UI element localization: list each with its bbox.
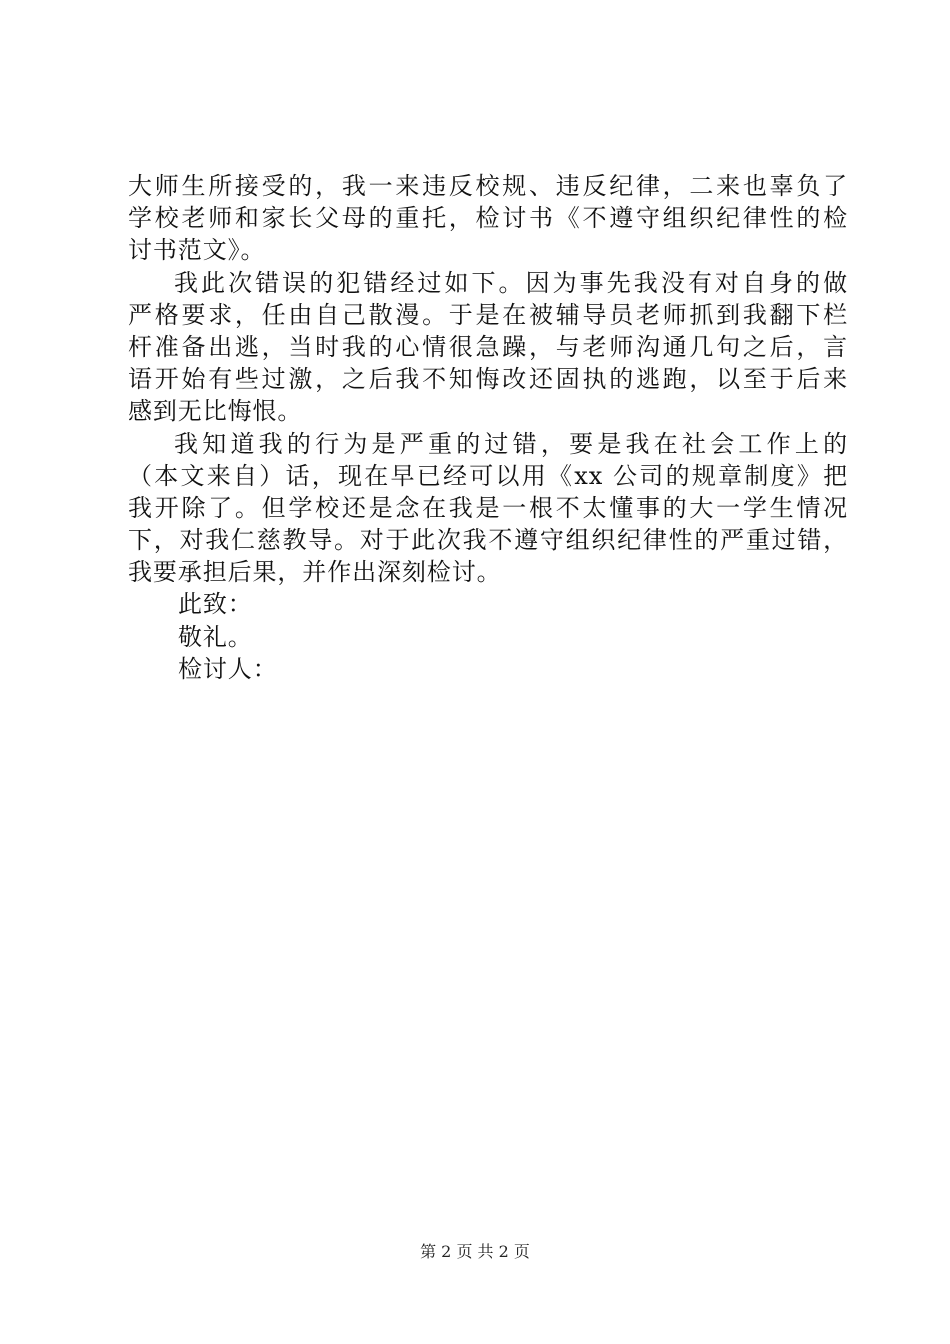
- paragraph-3-line-5: 我要承担后果，并作出深刻检讨。: [128, 558, 502, 587]
- letter-body: [128, 170, 848, 685]
- paragraph-2-line-2: 严格要求，任由自己散漫。于是在被辅导员老师抓到我翻下栏: [128, 300, 848, 329]
- paragraph-3-line-3: 我开除了。但学校还是念在我是一根不太懂事的大一学生情况: [128, 493, 848, 522]
- paragraph-2-line-1: 我此次错误的犯错经过如下。因为事先我没有对自身的做: [174, 268, 848, 297]
- closing-regards: 敬礼。: [178, 622, 253, 651]
- paragraph-2-line-3: 杆准备出逃，当时我的心情很急躁，与老师沟通几句之后，言: [128, 332, 848, 361]
- page-number-footer: 第 2 页 共 2 页: [420, 1242, 530, 1261]
- paragraph-1-line-2: 学校老师和家长父母的重托，检讨书《不遵守组织纪律性的检: [128, 204, 848, 233]
- paragraph-2-line-4: 语开始有些过激，之后我不知悔改还固执的逃跑，以至于后来: [128, 365, 848, 394]
- paragraph-1-line-3: 讨书范文》。: [128, 236, 266, 265]
- closing-signer: 检讨人：: [178, 654, 278, 683]
- paragraph-1-line-1: 大师生所接受的，我一来违反校规、违反纪律，二来也辜负了: [128, 172, 848, 200]
- closing-salutation: 此致：: [178, 590, 253, 619]
- paragraph-3-line-2: （本文来自）话，现在早已经可以用《xx 公司的规章制度》把: [128, 461, 848, 490]
- paragraph-3-line-1: 我知道我的行为是严重的过错，要是我在社会工作上的: [174, 429, 848, 458]
- paragraph-3-line-4: 下，对我仁慈教导。对于此次我不遵守组织纪律性的严重过错，: [128, 526, 848, 555]
- paragraph-2-line-5: 感到无比悔恨。: [128, 397, 303, 426]
